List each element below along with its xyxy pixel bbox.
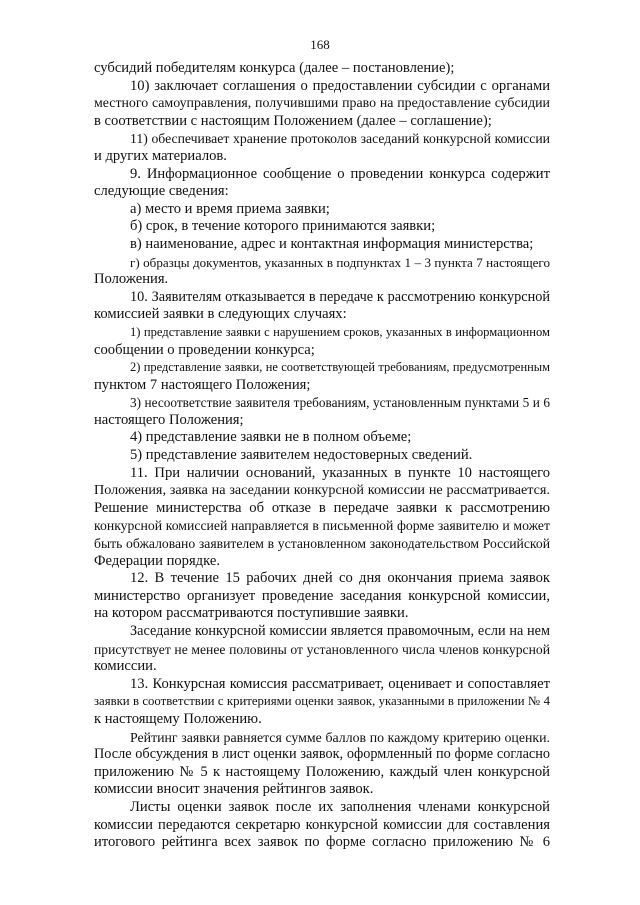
- text-line: Положения, заявка на заседании конкурсной комиссии не рассматривается.: [94, 482, 550, 499]
- text-line: 5) представление заявителем недостоверных сведений.: [130, 447, 473, 464]
- text-line: комиссии вносит значения рейтингов заявок.: [94, 781, 374, 798]
- text-line: конкурсной комиссией направляется в письменной форме заявителю и может: [94, 518, 550, 534]
- text-line: местного самоуправления, получившими право на предоставление субсидии: [94, 96, 550, 112]
- text-line: г) образцы документов, указанных в подпунктах 1 – 3 пункта 7 настоящего: [130, 254, 550, 270]
- text-line: Федерации порядке.: [94, 552, 220, 569]
- text-line: Решение министерства об отказе в передаче заявки к рассмотрению: [94, 499, 550, 516]
- text-line: и других материалов.: [94, 147, 227, 164]
- text-line: настоящего Положения;: [94, 411, 244, 428]
- text-line: в) наименование, адрес и контактная информация министерства;: [130, 235, 534, 252]
- text-line: на котором рассматриваются поступившие заявки.: [94, 605, 409, 622]
- text-line: 3) несоответствие заявителя требованиям, установленным пунктами 5 и 6: [130, 395, 550, 411]
- text-line: а) место и время приема заявки;: [130, 200, 330, 217]
- text-line: министерство организует проведение заседания конкурсной комиссии,: [94, 587, 550, 604]
- text-line: Положения.: [94, 271, 169, 288]
- text-line: 10) заключает соглашения о предоставлении субсидии с органами: [130, 77, 550, 94]
- text-line: Рейтинг заявки равняется сумме баллов по каждому критерию оценки.: [130, 729, 550, 745]
- text-line: 11. При наличии оснований, указанных в пункте 10 настоящего: [130, 464, 550, 481]
- text-line: пунктом 7 настоящего Положения;: [94, 376, 311, 393]
- text-line: сообщении о проведении конкурса;: [94, 341, 315, 358]
- text-line: б) срок, в течение которого принимаются заявки;: [130, 218, 436, 235]
- text-line: итогового рейтинга всех заявок по форме согласно приложению № 6: [94, 834, 550, 851]
- text-line: 9. Информационное сообщение о проведении конкурса содержит: [130, 165, 550, 182]
- text-line: в соответствии с настоящим Положением (далее – соглашение);: [94, 112, 492, 129]
- text-line: 13. Конкурсная комиссия рассматривает, оценивает и сопоставляет: [130, 675, 550, 692]
- text-line: 12. В течение 15 рабочих дней со дня окончания приема заявок: [130, 570, 550, 587]
- text-line: 1) представление заявки с нарушением сроков, указанных в информационном: [130, 324, 550, 339]
- text-line: 10. Заявителям отказывается в передаче к рассмотрению конкурсной: [130, 288, 550, 305]
- text-line: После обсуждения в лист оценки заявок, оформленный по форме согласно: [94, 746, 550, 763]
- text-line: комиссии передаются секретарю конкурсной комиссии для составления: [94, 816, 550, 833]
- text-line: 11) обеспечивает хранение протоколов заседаний конкурсной комиссии: [130, 131, 550, 147]
- text-line: заявки в соответствии с критериями оценки заявок, указанными в приложении № 4: [94, 694, 550, 709]
- text-line: приложению № 5 к настоящему Положению, каждый член конкурсной: [94, 763, 550, 780]
- text-line: комиссией заявки в следующих случаях:: [94, 306, 347, 323]
- page-number: 168: [310, 37, 330, 52]
- text-line: Заседание конкурсной комиссии является правомочным, если на нем: [130, 623, 550, 639]
- text-line: присутствует не менее половины от установленного числа членов конкурсной: [94, 641, 550, 657]
- document-body: [94, 60, 550, 852]
- text-line: Листы оценки заявок после их заполнения членами конкурсной: [130, 798, 550, 815]
- text-line: быть обжаловано заявителем в установленном законодательством Российской: [94, 536, 550, 552]
- text-line: 2) представление заявки, не соответствующей требованиям, предусмотренным: [130, 360, 550, 375]
- text-line: 4) представление заявки не в полном объеме;: [130, 429, 412, 446]
- text-line: комиссии.: [94, 658, 157, 675]
- text-line: следующие сведения:: [94, 183, 229, 200]
- text-line: субсидий победителям конкурса (далее – постановление);: [94, 60, 455, 76]
- text-line: к настоящему Положению.: [94, 710, 262, 727]
